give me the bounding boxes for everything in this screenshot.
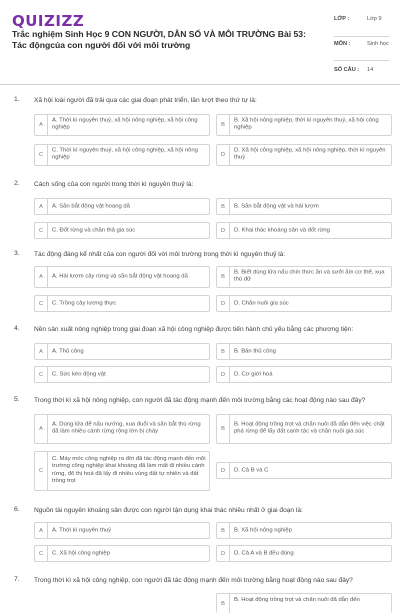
option-b[interactable]: B B. Biết dùng lửa nấu chín thức ăn và sưởi ấm cơ thể, xua thú dữ	[216, 266, 392, 288]
subject-label: MÔN :	[334, 41, 351, 47]
option-b[interactable]: B B. Hoạt động trồng trọt và chăn nuôi đã dẫn đến việc chặt phá rừng để lấy đất canh tác và chăn nuôi gia súc	[216, 414, 392, 444]
option-c[interactable]: C C. Xã hội công nghiệp	[34, 545, 210, 562]
class-label: LỚP :	[334, 16, 350, 22]
question-text: Xã hội loài người đã trải qua các giai đoạn phát triển, lần lượt theo thứ tự là:	[34, 97, 257, 104]
option-d[interactable]: D D. Cả A và B đều đúng	[216, 545, 392, 562]
question-text: Trong thời kì xã hội công nghiệp, con người đã tác động mạnh đến môi trường bằng hoạt động nào sau đây?	[34, 577, 353, 584]
question-number: 3.	[14, 250, 20, 257]
option-c[interactable]: C C. Sức kéo động vật	[34, 366, 210, 383]
question-text: Trong thời kì xã hội nông nghiệp, con người đã tác động mạnh đến môi trường bằng các hoạt động nào sau đây?	[34, 397, 366, 404]
option-d[interactable]: D D. Khai thác khoáng sản và đốt rừng	[216, 222, 392, 239]
question-number: 5.	[14, 396, 20, 403]
header-divider	[0, 84, 400, 85]
question-text: Cách sống của con người trong thời kì nguyên thuỷ là:	[34, 181, 194, 188]
question-text: Tác động đáng kể nhất của con người đối với môi trường trong thời kì nguyên thuỷ là:	[34, 251, 286, 258]
option-b[interactable]: B B. Xã hội nông nghiệp	[216, 522, 392, 539]
option-c[interactable]: C C. Đốt rừng và chăn thả gia súc	[34, 222, 210, 239]
meta-divider	[334, 60, 390, 61]
option-d[interactable]: D D. Xã hội công nghiệp, xã hội nông nghiệp, thời kì nguyên thuỷ	[216, 144, 392, 166]
option-a[interactable]: A A. Thời kì nguyên thuỷ	[34, 522, 210, 539]
worksheet-title: Trắc nghiệm Sinh Học 9 CON NGƯỜI, DÂN SỐ VÀ MÔI TRƯỜNG Bài 53: Tác độngcủa con người đối với môi trường	[12, 29, 306, 50]
question-number: 4.	[14, 325, 20, 332]
option-c[interactable]: C C. Thời kì nguyên thuỷ, xã hội công nghiệp, xã hội nông nghiệp	[34, 144, 210, 166]
question-number: 2.	[14, 180, 20, 187]
subject-value: Sinh học	[367, 41, 389, 47]
option-b[interactable]: B B. Hoạt động trồng trọt và chăn nuôi đã dẫn đến	[216, 593, 392, 613]
option-c[interactable]: C C. Trồng cây lương thực	[34, 295, 210, 312]
option-d[interactable]: D D. Cả B và C	[216, 462, 392, 479]
quizizz-logo: QUIZIZZ	[12, 12, 85, 30]
option-a[interactable]: A A. Dùng lửa để nấu nướng, xua đuổi và săn bắt thú rừng đã làm nhiều cánh rừng rộng lớn bị cháy	[34, 414, 210, 444]
meta-divider	[334, 36, 390, 37]
count-value: 14	[367, 67, 374, 73]
option-a[interactable]: A A. Thời kì nguyên thuỷ, xã hội nông nghiệp, xã hội công nghiệp	[34, 114, 210, 136]
option-b[interactable]: B B. Săn bắt động vật và hái lượm	[216, 198, 392, 215]
option-d[interactable]: D D. Cơ giới hoá	[216, 366, 392, 383]
question-text: Nền sản xuất nông nghiệp trong giai đoạn xã hội công nghiệp được tiến hành chủ yếu bằng các phương tiện:	[34, 326, 354, 333]
question-text: Nguồn tài nguyên khoáng sản được con người tận dụng khai thác nhiều nhất ở giai đoạn là:	[34, 507, 303, 514]
option-a[interactable]: A A. Săn bắt động vật hoang dã	[34, 198, 210, 215]
option-b[interactable]: B B. Bán thủ công	[216, 343, 392, 360]
option-d[interactable]: D D. Chăn nuôi gia súc	[216, 295, 392, 312]
count-label: SỐ CÂU :	[334, 67, 360, 73]
option-c[interactable]: C C. Máy móc công nghiệp ra đời đã tác động mạnh đến môi trường công nghiệp khai khoáng đã làm mất đi nhiều cánh rừng, đô thị hoá đã lấy đi nhiều vùng đất tự nhiên và đất trồng trọt	[34, 451, 210, 491]
question-number: 1.	[14, 96, 20, 103]
worksheet-header	[0, 0, 400, 88]
question-number: 6.	[14, 506, 20, 513]
question-number: 7.	[14, 576, 20, 583]
option-b[interactable]: B B. Xã hội nông nghiệp, thời kì nguyên thuỷ, xã hội công nghiệp	[216, 114, 392, 136]
option-a[interactable]: A A. Thủ công	[34, 343, 210, 360]
option-a[interactable]: A A. Hái lượm cây rừng và săn bắt động vật hoang dã	[34, 266, 210, 288]
class-value: Lớp 9	[367, 16, 382, 22]
